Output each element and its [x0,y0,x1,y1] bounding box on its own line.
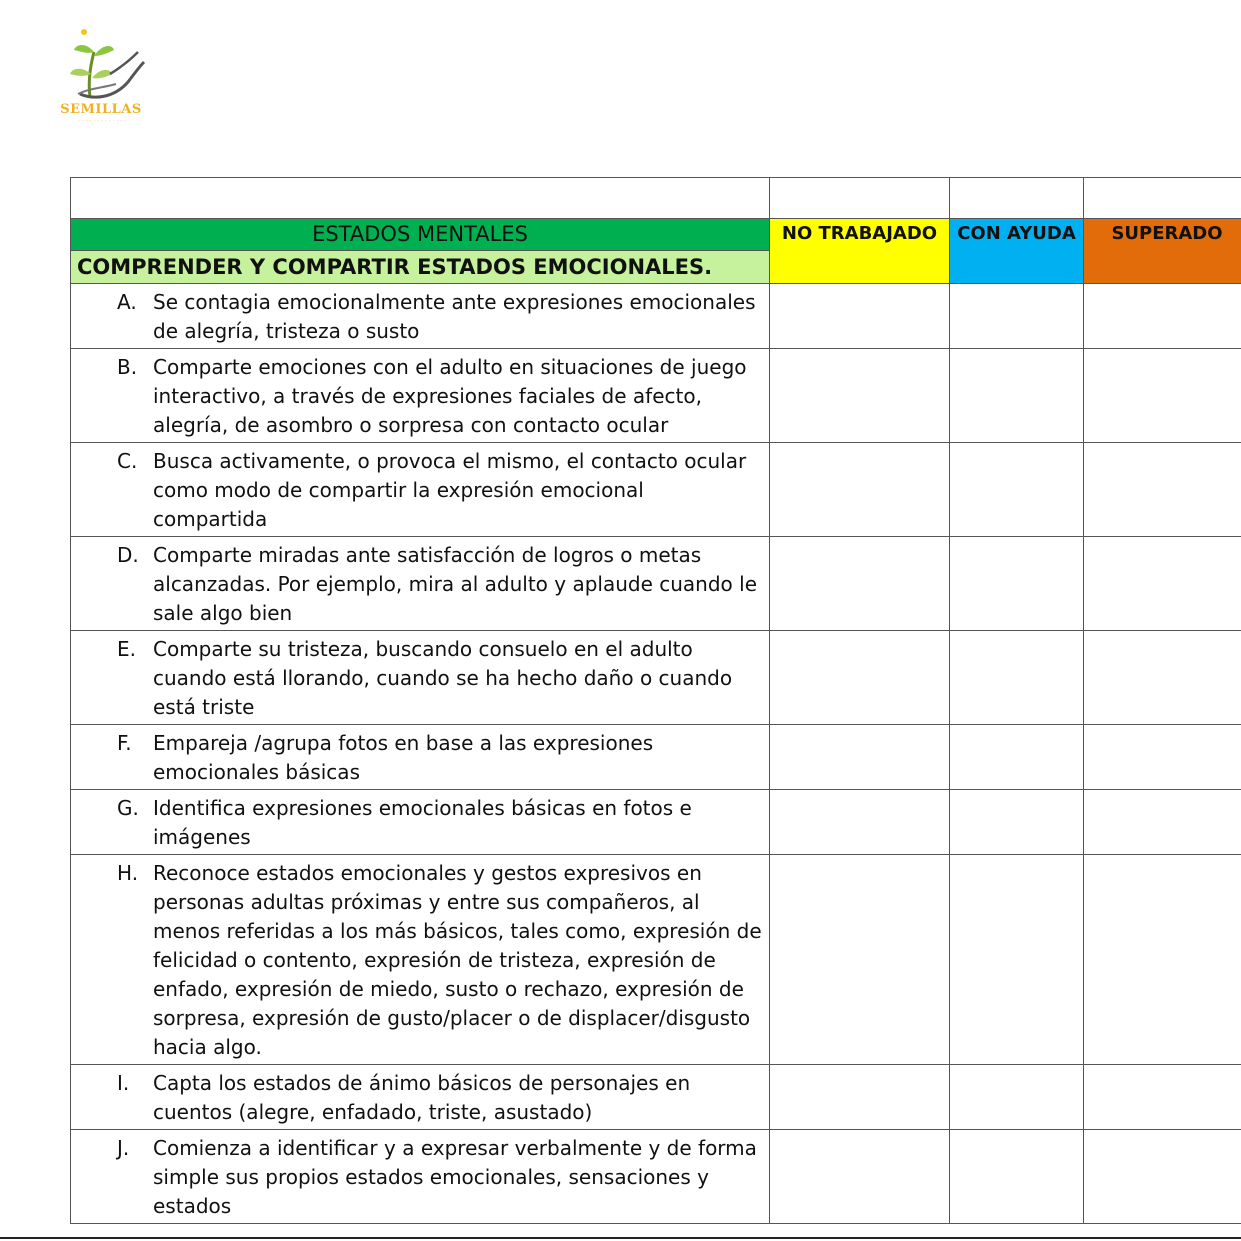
check-cell[interactable] [950,790,1084,855]
table-blank-row [71,178,1241,219]
check-cell[interactable] [770,725,950,790]
table-row [71,1130,1241,1224]
check-cell[interactable] [950,631,1084,725]
logo-tagline: · · · · · · · · · · · · · [78,118,126,125]
check-cell[interactable] [770,537,950,631]
item-letter: C. [117,449,138,473]
item-text: Comienza a identificar y a expresar verbalmente y de forma simple sus propios estados emocionales, sensaciones y estados [153,1136,757,1218]
level-con-ayuda: CON AYUDA [950,219,1084,284]
level-no-trabajado: NO TRABAJADO [770,219,950,284]
check-cell[interactable] [1084,1065,1241,1130]
check-cell[interactable] [770,1130,950,1224]
section-title: ESTADOS MENTALES [71,219,770,251]
level-superado: SUPERADO [1084,219,1241,284]
item-text: Identifica expresiones emocionales básicas en fotos e imágenes [153,796,692,849]
check-cell[interactable] [950,1130,1084,1224]
item-text: Reconoce estados emocionales y gestos expresivos en personas adultas próximas y entre sus compañeros, al menos referidas a los más básicos, tales como, expresión de felicidad o contento, expresión de tristeza, expresión de enfado, expresión de miedo, susto o rechazo, expresión de sorpresa, expresión de gusto/placer o de displacer/disgusto hacia algo. [153,861,762,1059]
check-cell[interactable] [950,725,1084,790]
check-cell[interactable] [950,349,1084,443]
check-cell[interactable] [1084,855,1241,1065]
item-text: Comparte miradas ante satisfacción de logros o metas alcanzadas. Por ejemplo, mira al adulto y aplaude cuando le sale algo bien [153,543,758,625]
item-text: Comparte su tristeza, buscando consuelo en el adulto cuando está llorando, cuando se ha hecho daño o cuando está triste [153,637,733,719]
table-row [71,443,1241,537]
check-cell[interactable] [770,443,950,537]
section-header-row [71,219,1241,251]
subsection-title: COMPRENDER Y COMPARTIR ESTADOS EMOCIONALES. [71,251,770,284]
check-cell[interactable] [1084,284,1241,349]
check-cell[interactable] [1084,725,1241,790]
item-letter: G. [117,796,139,820]
check-cell[interactable] [770,1065,950,1130]
item-letter: A. [117,290,137,314]
evaluation-table [70,177,1241,1224]
table-row [71,284,1241,349]
logo-label: SEMILLAS [60,102,142,117]
page-bottom-rule [0,1237,1241,1239]
table-row [71,631,1241,725]
check-cell[interactable] [950,284,1084,349]
table-row [71,855,1241,1065]
item-text: Capta los estados de ánimo básicos de personajes en cuentos (alegre, enfadado, triste, asustado) [153,1071,691,1124]
item-text: Se contagia emocionalmente ante expresiones emocionales de alegría, tristeza o susto [153,290,756,343]
item-letter: H. [117,861,139,885]
check-cell[interactable] [1084,790,1241,855]
semillas-logo [50,22,150,132]
check-cell[interactable] [1084,631,1241,725]
check-cell[interactable] [770,855,950,1065]
check-cell[interactable] [1084,537,1241,631]
check-cell[interactable] [950,537,1084,631]
table-row [71,790,1241,855]
item-letter: F. [117,731,132,755]
table-row [71,537,1241,631]
check-cell[interactable] [770,349,950,443]
check-cell[interactable] [1084,443,1241,537]
check-cell[interactable] [770,631,950,725]
check-cell[interactable] [950,1065,1084,1130]
table-row [71,725,1241,790]
item-letter: I. [117,1071,130,1095]
item-text: Comparte emociones con el adulto en situaciones de juego interactivo, a través de expresiones faciales de afecto, alegría, de asombro o sorpresa con contacto ocular [153,355,747,437]
item-letter: B. [117,355,138,379]
check-cell[interactable] [770,284,950,349]
check-cell[interactable] [950,443,1084,537]
item-text: Empareja /agrupa fotos en base a las expresiones emocionales básicas [153,731,654,784]
item-letter: J. [117,1136,130,1160]
check-cell[interactable] [950,855,1084,1065]
item-letter: E. [117,637,136,661]
table-row [71,1065,1241,1130]
check-cell[interactable] [770,790,950,855]
item-letter: D. [117,543,139,567]
table-row [71,349,1241,443]
check-cell[interactable] [1084,1130,1241,1224]
check-cell[interactable] [1084,349,1241,443]
item-text: Busca activamente, o provoca el mismo, el contacto ocular como modo de compartir la expresión emocional compartida [153,449,747,531]
